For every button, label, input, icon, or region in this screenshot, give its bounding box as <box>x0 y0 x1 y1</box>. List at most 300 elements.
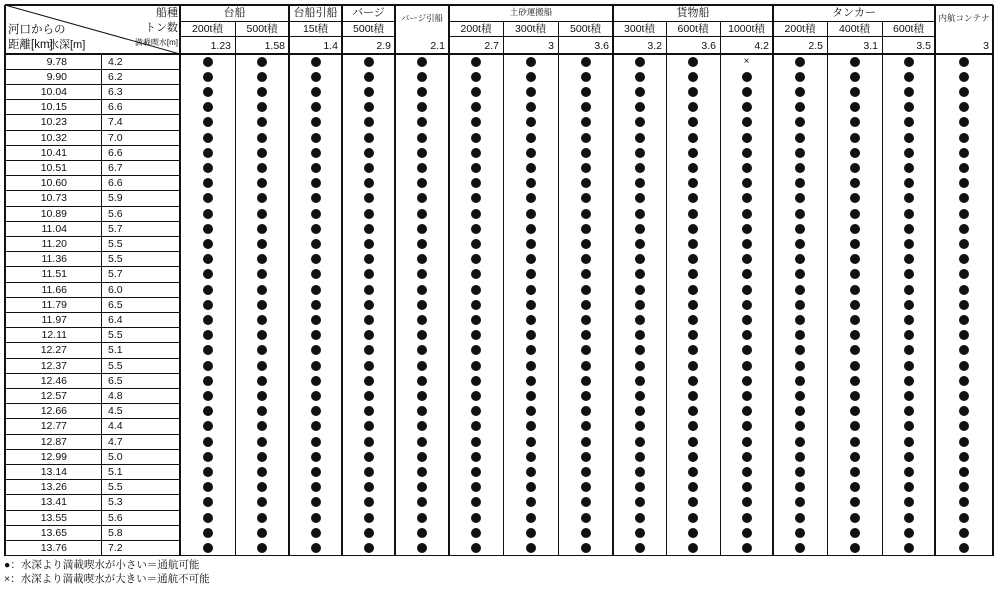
passable-mark <box>471 391 481 401</box>
passable-mark <box>417 315 427 325</box>
passable-mark <box>203 178 213 188</box>
passable-mark <box>581 254 591 264</box>
distance-cell: 11.79 <box>41 298 67 311</box>
passable-mark <box>635 345 645 355</box>
depth-cell: 6.3 <box>108 85 123 98</box>
passable-mark <box>795 543 805 553</box>
passable-mark <box>581 421 591 431</box>
passable-mark <box>635 239 645 249</box>
depth-cell: 6.6 <box>108 146 123 159</box>
passable-mark <box>311 102 321 112</box>
passable-mark <box>311 406 321 416</box>
passable-mark <box>635 482 645 492</box>
passable-mark <box>203 437 213 447</box>
passable-mark <box>364 467 374 477</box>
passable-mark <box>742 254 752 264</box>
passable-mark <box>581 497 591 507</box>
passable-mark <box>904 269 914 279</box>
passable-mark <box>364 117 374 127</box>
distance-cell: 11.51 <box>41 268 67 281</box>
passable-mark <box>581 437 591 447</box>
passable-mark <box>850 300 860 310</box>
passable-mark <box>417 452 427 462</box>
passable-mark <box>257 300 267 310</box>
passable-mark <box>959 361 969 371</box>
passable-mark <box>311 285 321 295</box>
passable-mark <box>742 361 752 371</box>
row-divider <box>5 266 180 267</box>
passable-mark <box>417 376 427 386</box>
column-divider <box>558 21 559 556</box>
passable-mark <box>635 133 645 143</box>
passable-mark <box>850 163 860 173</box>
passable-mark <box>959 224 969 234</box>
depth-cell: 4.7 <box>108 435 123 448</box>
passable-mark <box>850 178 860 188</box>
passable-mark <box>417 148 427 158</box>
passable-mark <box>364 315 374 325</box>
row-divider <box>5 494 180 495</box>
group-header: 土砂運搬船 <box>509 7 553 17</box>
row-divider <box>5 449 180 450</box>
passable-mark <box>581 376 591 386</box>
header-bottom-border <box>5 53 993 54</box>
passable-mark <box>311 57 321 67</box>
passable-mark <box>417 467 427 477</box>
passable-mark <box>688 543 698 553</box>
tonnage-cell: 500t積 <box>353 23 384 35</box>
passable-mark <box>203 133 213 143</box>
depth-cell: 6.5 <box>108 298 123 311</box>
passable-mark <box>581 528 591 538</box>
passable-mark <box>688 163 698 173</box>
draft-cell: 3.6 <box>594 40 609 52</box>
distance-cell: 13.76 <box>40 541 67 554</box>
passable-mark <box>904 315 914 325</box>
depth-cell: 7.4 <box>108 116 123 129</box>
passable-mark <box>795 148 805 158</box>
group-divider <box>449 21 613 22</box>
passable-mark <box>688 391 698 401</box>
tonnage-divider <box>180 36 235 37</box>
passable-mark <box>742 209 752 219</box>
group-divider <box>342 21 395 22</box>
column-divider <box>720 21 721 556</box>
passable-mark <box>364 163 374 173</box>
legend-passable: ●：水深より満載喫水が小さい＝通航可能 <box>4 558 200 571</box>
table-row <box>5 510 993 525</box>
passable-mark <box>904 437 914 447</box>
table-row <box>5 115 993 130</box>
row-divider <box>5 282 180 283</box>
passable-mark <box>742 239 752 249</box>
passable-mark <box>635 224 645 234</box>
passable-mark <box>635 285 645 295</box>
depth-cell: 5.0 <box>108 450 123 463</box>
passable-mark <box>742 72 752 82</box>
passable-mark <box>417 72 427 82</box>
distance-label-line1: 河口からの <box>8 24 66 36</box>
depth-cell: 6.0 <box>108 283 123 296</box>
passable-mark <box>364 285 374 295</box>
passable-mark <box>635 513 645 523</box>
passable-mark <box>257 437 267 447</box>
draft-cell: 1.4 <box>323 40 338 52</box>
row-divider <box>5 84 180 85</box>
draft-cell: 3.6 <box>701 40 716 52</box>
distance-cell: 11.36 <box>41 253 67 266</box>
passable-mark <box>471 87 481 97</box>
group-border <box>394 5 395 556</box>
passable-mark <box>257 543 267 553</box>
passable-mark <box>526 482 536 492</box>
row-divider <box>5 388 180 389</box>
draft-cell: 3.5 <box>916 40 931 52</box>
passable-mark <box>850 330 860 340</box>
passable-mark <box>526 330 536 340</box>
row-divider <box>5 160 180 161</box>
passable-mark <box>635 315 645 325</box>
passable-mark <box>635 193 645 203</box>
passable-mark <box>635 528 645 538</box>
passable-mark <box>904 330 914 340</box>
distance-cell: 12.87 <box>40 435 67 448</box>
group-border <box>772 5 773 556</box>
passable-mark <box>311 452 321 462</box>
passable-mark <box>203 224 213 234</box>
passable-mark <box>203 406 213 416</box>
passable-mark <box>526 437 536 447</box>
passable-mark <box>364 437 374 447</box>
row-divider <box>5 373 180 374</box>
passable-mark <box>795 72 805 82</box>
legend-impassable: ×：水深より満載喫水が大きい＝通航不可能 <box>4 572 210 585</box>
passable-mark <box>850 497 860 507</box>
passable-mark <box>904 87 914 97</box>
passable-mark <box>526 239 536 249</box>
passable-mark <box>959 543 969 553</box>
row-divider <box>5 206 180 207</box>
passable-mark <box>364 178 374 188</box>
distance-cell: 13.41 <box>40 496 67 509</box>
passable-mark <box>581 345 591 355</box>
passable-mark <box>526 163 536 173</box>
passable-mark <box>742 193 752 203</box>
table-row <box>5 191 993 206</box>
passable-mark <box>688 452 698 462</box>
passable-mark <box>581 87 591 97</box>
tonnage-cell: 200t積 <box>784 23 816 35</box>
passable-mark <box>904 117 914 127</box>
passable-mark <box>417 224 427 234</box>
depth-cell: 5.1 <box>108 465 123 478</box>
passable-mark <box>850 269 860 279</box>
group-header: バージ <box>352 7 385 19</box>
distance-cell: 13.65 <box>40 526 67 539</box>
distance-cell: 10.32 <box>40 131 67 144</box>
group-border <box>934 5 935 556</box>
passable-mark <box>203 482 213 492</box>
passable-mark <box>904 300 914 310</box>
passable-mark <box>311 163 321 173</box>
passable-mark <box>742 117 752 127</box>
passable-mark <box>742 269 752 279</box>
passable-mark <box>904 391 914 401</box>
passable-mark <box>471 163 481 173</box>
table-row <box>5 480 993 495</box>
passable-mark <box>850 57 860 67</box>
passable-mark <box>364 239 374 249</box>
passable-mark <box>795 452 805 462</box>
passable-mark <box>742 224 752 234</box>
passable-mark <box>742 330 752 340</box>
group-border <box>612 5 613 556</box>
passable-mark <box>959 437 969 447</box>
passable-mark <box>526 285 536 295</box>
passable-mark <box>581 391 591 401</box>
passable-mark <box>635 57 645 67</box>
column-divider <box>503 21 504 556</box>
row-divider <box>5 175 180 176</box>
table-right-border <box>992 5 993 556</box>
passable-mark <box>364 528 374 538</box>
passable-mark <box>311 148 321 158</box>
passable-mark <box>904 239 914 249</box>
depth-cell: 4.5 <box>108 405 123 418</box>
passable-mark <box>635 543 645 553</box>
passable-mark <box>581 330 591 340</box>
draft-cell: 1.58 <box>264 40 285 52</box>
passable-mark <box>904 406 914 416</box>
passable-mark <box>850 361 860 371</box>
passable-mark <box>904 467 914 477</box>
passable-mark <box>904 254 914 264</box>
row-divider <box>5 540 180 541</box>
draft-cell: 3.2 <box>647 40 662 52</box>
passable-mark <box>364 254 374 264</box>
passable-mark <box>311 376 321 386</box>
passable-mark <box>311 391 321 401</box>
distance-cell: 11.97 <box>41 313 67 326</box>
passable-mark <box>742 300 752 310</box>
passable-mark <box>471 239 481 249</box>
distance-cell: 11.20 <box>41 237 67 250</box>
passable-mark <box>364 209 374 219</box>
tonnage-cell: 500t積 <box>246 23 278 35</box>
passable-mark <box>417 239 427 249</box>
distance-cell: 12.37 <box>40 359 67 372</box>
depth-cell: 5.7 <box>108 222 123 235</box>
passable-mark <box>203 254 213 264</box>
passable-mark <box>688 239 698 249</box>
passable-mark <box>959 452 969 462</box>
passable-mark <box>526 543 536 553</box>
group-border <box>341 5 342 556</box>
passable-mark <box>417 209 427 219</box>
passable-mark <box>471 209 481 219</box>
depth-cell: 5.6 <box>108 207 123 220</box>
passable-mark <box>904 193 914 203</box>
passable-mark <box>742 513 752 523</box>
passable-mark <box>526 72 536 82</box>
draft-cell: 2.1 <box>430 40 445 52</box>
passable-mark <box>635 87 645 97</box>
passable-mark <box>742 133 752 143</box>
passable-mark <box>257 209 267 219</box>
passable-mark <box>688 133 698 143</box>
passable-mark <box>203 72 213 82</box>
distance-cell: 12.27 <box>40 344 67 357</box>
table-row <box>5 328 993 343</box>
passable-mark <box>904 163 914 173</box>
passable-mark <box>203 467 213 477</box>
passable-mark <box>581 300 591 310</box>
passable-mark <box>526 178 536 188</box>
passable-mark <box>795 285 805 295</box>
passable-mark <box>203 528 213 538</box>
tonnage-cell: 500t積 <box>570 23 601 35</box>
row-divider <box>5 297 180 298</box>
passable-mark <box>471 528 481 538</box>
row-divider <box>5 358 180 359</box>
passable-mark <box>850 437 860 447</box>
passable-mark <box>904 543 914 553</box>
distance-cell: 10.15 <box>40 101 67 114</box>
passable-mark <box>257 224 267 234</box>
depth-cell: 5.9 <box>108 192 123 205</box>
draft-cell: 2.9 <box>376 40 391 52</box>
passable-mark <box>581 269 591 279</box>
passable-mark <box>581 406 591 416</box>
passable-mark <box>311 72 321 82</box>
row-divider <box>5 236 180 237</box>
passable-mark <box>526 315 536 325</box>
passable-mark <box>581 239 591 249</box>
passable-mark <box>904 209 914 219</box>
draft-cell: 4.2 <box>754 40 769 52</box>
passable-mark <box>311 87 321 97</box>
passable-mark <box>581 117 591 127</box>
passable-mark <box>364 391 374 401</box>
depth-cell: 7.2 <box>108 541 123 554</box>
passable-mark <box>526 513 536 523</box>
passable-mark <box>850 421 860 431</box>
depth-cell: 5.5 <box>108 481 123 494</box>
draft-cell: 1.23 <box>210 40 231 52</box>
passable-mark <box>581 361 591 371</box>
passable-mark <box>904 528 914 538</box>
passable-mark <box>850 543 860 553</box>
passable-mark <box>471 467 481 477</box>
passable-mark <box>311 543 321 553</box>
passable-mark <box>742 452 752 462</box>
table-row <box>5 388 993 403</box>
tonnage-divider <box>342 36 395 37</box>
passable-mark <box>688 315 698 325</box>
passable-mark <box>203 300 213 310</box>
passable-mark <box>203 543 213 553</box>
passable-mark <box>364 406 374 416</box>
passable-mark <box>904 513 914 523</box>
tonnage-divider <box>720 36 773 37</box>
group-divider <box>773 21 935 22</box>
table-row <box>5 434 993 449</box>
passable-mark <box>742 497 752 507</box>
table-bottom-border <box>5 555 993 556</box>
passable-mark <box>635 467 645 477</box>
passable-mark <box>742 467 752 477</box>
passable-mark <box>417 133 427 143</box>
passable-mark <box>203 285 213 295</box>
group-divider <box>289 21 342 22</box>
passable-mark <box>364 482 374 492</box>
table-left-border <box>4 5 5 556</box>
passable-mark <box>526 361 536 371</box>
passable-mark <box>635 209 645 219</box>
passable-mark <box>635 497 645 507</box>
passable-mark <box>311 269 321 279</box>
passable-mark <box>688 224 698 234</box>
passable-mark <box>203 361 213 371</box>
passable-mark <box>203 391 213 401</box>
passable-mark <box>203 163 213 173</box>
table-row <box>5 206 993 221</box>
row-divider <box>5 403 180 404</box>
passable-mark <box>311 421 321 431</box>
row-divider <box>5 145 180 146</box>
passable-mark <box>959 513 969 523</box>
distance-cell: 13.55 <box>40 511 67 524</box>
tonnage-cell: 600t積 <box>893 23 924 35</box>
passable-mark <box>688 209 698 219</box>
passable-mark <box>203 269 213 279</box>
passable-mark <box>635 269 645 279</box>
passable-mark <box>364 87 374 97</box>
passable-mark <box>850 148 860 158</box>
passable-mark <box>635 452 645 462</box>
passable-mark <box>688 72 698 82</box>
passable-mark <box>364 72 374 82</box>
passable-mark <box>688 513 698 523</box>
passable-mark <box>417 391 427 401</box>
passable-mark <box>364 133 374 143</box>
passable-mark <box>850 406 860 416</box>
passable-mark <box>742 437 752 447</box>
table-row <box>5 312 993 327</box>
distance-cell: 9.78 <box>46 55 67 68</box>
passable-mark <box>688 376 698 386</box>
passable-mark <box>526 117 536 127</box>
row-divider <box>5 221 180 222</box>
passable-mark <box>688 437 698 447</box>
passable-mark <box>203 239 213 249</box>
passable-mark <box>364 224 374 234</box>
passable-mark <box>311 528 321 538</box>
passable-mark <box>526 148 536 158</box>
passable-mark <box>959 209 969 219</box>
depth-cell: 6.4 <box>108 313 123 326</box>
passable-mark <box>635 300 645 310</box>
distance-cell: 11.66 <box>41 283 67 296</box>
tonnage-cell: 200t積 <box>460 23 492 35</box>
depth-cell: 6.7 <box>108 161 123 174</box>
passable-mark <box>959 148 969 158</box>
passable-mark <box>364 345 374 355</box>
row-divider <box>5 510 180 511</box>
passable-mark <box>795 391 805 401</box>
passable-mark <box>635 391 645 401</box>
distance-cell: 12.11 <box>41 329 67 342</box>
